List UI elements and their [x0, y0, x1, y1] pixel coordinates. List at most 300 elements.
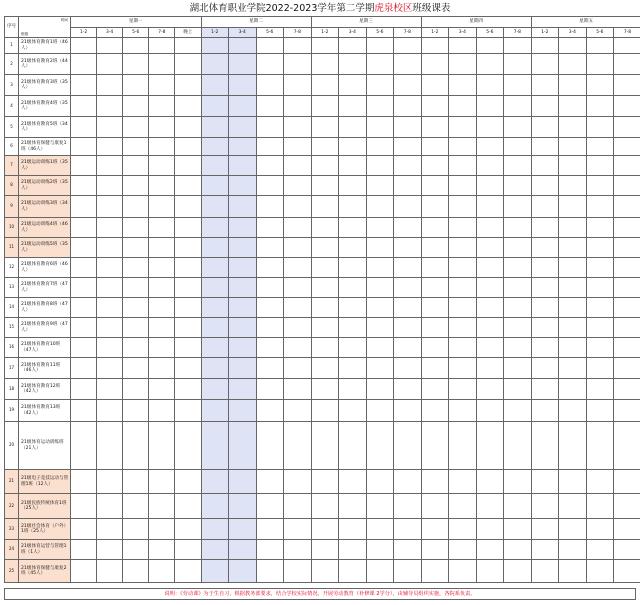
schedule-cell — [339, 138, 367, 156]
period-header-thu-3: 5-6 — [476, 28, 504, 38]
table-row — [5, 258, 640, 278]
schedule-cell — [97, 54, 123, 75]
schedule-cell — [175, 318, 201, 338]
schedule-cell — [366, 519, 394, 540]
schedule-cell — [71, 38, 97, 54]
schedule-cell — [175, 117, 201, 138]
schedule-cell — [614, 176, 640, 196]
schedule-cell — [311, 560, 339, 583]
table-row — [5, 494, 640, 519]
schedule-cell — [201, 238, 229, 258]
schedule-cell — [476, 494, 504, 519]
schedule-cell — [339, 218, 367, 238]
schedule-cell — [614, 494, 640, 519]
timetable-page — [4, 2, 636, 602]
schedule-cell — [586, 540, 614, 560]
class-name: 21级体育保健与康复1班（46人） — [19, 138, 71, 156]
schedule-cell — [504, 519, 532, 540]
schedule-cell — [586, 218, 614, 238]
schedule-cell — [123, 96, 149, 117]
schedule-cell — [504, 422, 532, 470]
schedule-cell — [97, 540, 123, 560]
class-name: 21级运动训练1班（35人） — [19, 156, 71, 176]
schedule-cell — [476, 358, 504, 379]
day-header-thu: 星期四 — [421, 17, 531, 28]
schedule-cell — [476, 54, 504, 75]
schedule-cell — [366, 358, 394, 379]
schedule-cell — [284, 519, 312, 540]
schedule-cell — [476, 400, 504, 422]
schedule-cell — [449, 75, 477, 96]
class-name: 21级体育保健与康复2班（45人） — [19, 560, 71, 583]
schedule-cell — [229, 117, 257, 138]
schedule-cell — [229, 38, 257, 54]
schedule-cell — [394, 138, 422, 156]
schedule-cell — [449, 540, 477, 560]
schedule-cell — [559, 196, 587, 218]
schedule-cell — [201, 540, 229, 560]
table-row — [5, 278, 640, 298]
schedule-cell — [149, 470, 175, 494]
table-row — [5, 196, 640, 218]
schedule-cell — [394, 519, 422, 540]
schedule-cell — [123, 540, 149, 560]
schedule-cell — [421, 176, 449, 196]
class-name: 21级体育运营与管理1班（1人） — [19, 540, 71, 560]
schedule-cell — [421, 117, 449, 138]
schedule-cell — [559, 400, 587, 422]
schedule-cell — [311, 156, 339, 176]
schedule-cell — [559, 338, 587, 358]
schedule-cell — [256, 218, 284, 238]
day-header-row — [5, 17, 640, 28]
schedule-cell — [256, 400, 284, 422]
schedule-cell — [614, 238, 640, 258]
schedule-cell — [449, 238, 477, 258]
schedule-cell — [256, 238, 284, 258]
schedule-cell — [71, 258, 97, 278]
schedule-cell — [394, 156, 422, 176]
schedule-cell — [311, 258, 339, 278]
schedule-cell — [559, 96, 587, 117]
schedule-cell — [614, 54, 640, 75]
schedule-cell — [175, 156, 201, 176]
schedule-cell — [476, 138, 504, 156]
schedule-cell — [284, 75, 312, 96]
schedule-cell — [71, 196, 97, 218]
schedule-cell — [97, 560, 123, 583]
schedule-cell — [421, 318, 449, 338]
schedule-cell — [504, 379, 532, 400]
schedule-cell — [394, 117, 422, 138]
day-header-tue: 星期二 — [201, 17, 311, 28]
schedule-cell — [366, 298, 394, 318]
schedule-cell — [476, 117, 504, 138]
table-row — [5, 379, 640, 400]
schedule-cell — [71, 278, 97, 298]
schedule-cell — [284, 156, 312, 176]
schedule-cell — [229, 318, 257, 338]
schedule-cell — [476, 75, 504, 96]
schedule-cell — [229, 400, 257, 422]
schedule-cell — [311, 117, 339, 138]
period-header-thu-2: 3-4 — [449, 28, 477, 38]
schedule-cell — [504, 54, 532, 75]
schedule-cell — [421, 379, 449, 400]
row-number: 9 — [5, 196, 19, 218]
schedule-cell — [531, 117, 559, 138]
schedule-cell — [476, 560, 504, 583]
schedule-cell — [531, 176, 559, 196]
schedule-cell — [366, 560, 394, 583]
row-number: 25 — [5, 560, 19, 583]
schedule-cell — [531, 338, 559, 358]
schedule-cell — [339, 258, 367, 278]
table-row — [5, 560, 640, 583]
schedule-cell — [97, 318, 123, 338]
schedule-cell — [559, 138, 587, 156]
schedule-cell — [504, 96, 532, 117]
schedule-cell — [366, 96, 394, 117]
schedule-cell — [175, 422, 201, 470]
schedule-cell — [366, 400, 394, 422]
table-row — [5, 238, 640, 258]
schedule-cell — [394, 75, 422, 96]
schedule-cell — [123, 338, 149, 358]
schedule-cell — [394, 218, 422, 238]
row-number: 8 — [5, 176, 19, 196]
schedule-cell — [586, 379, 614, 400]
schedule-cell — [149, 379, 175, 400]
schedule-cell — [256, 75, 284, 96]
table-row — [5, 176, 640, 196]
schedule-cell — [229, 138, 257, 156]
schedule-cell — [449, 338, 477, 358]
schedule-cell — [421, 38, 449, 54]
schedule-cell — [449, 278, 477, 298]
schedule-cell — [476, 176, 504, 196]
period-header-tue-3: 5-6 — [256, 28, 284, 38]
schedule-cell — [201, 519, 229, 540]
schedule-cell — [256, 560, 284, 583]
schedule-cell — [504, 238, 532, 258]
schedule-cell — [123, 519, 149, 540]
schedule-cell — [504, 196, 532, 218]
schedule-cell — [586, 258, 614, 278]
schedule-cell — [476, 38, 504, 54]
schedule-cell — [229, 519, 257, 540]
schedule-cell — [284, 238, 312, 258]
schedule-cell — [476, 338, 504, 358]
schedule-cell — [149, 278, 175, 298]
schedule-cell — [229, 379, 257, 400]
schedule-cell — [256, 258, 284, 278]
schedule-cell — [256, 278, 284, 298]
schedule-cell — [256, 138, 284, 156]
class-name: 21级体育教育2班（44人） — [19, 54, 71, 75]
schedule-cell — [201, 338, 229, 358]
schedule-cell — [97, 96, 123, 117]
schedule-cell — [123, 138, 149, 156]
schedule-cell — [586, 358, 614, 379]
schedule-cell — [229, 358, 257, 379]
schedule-cell — [229, 156, 257, 176]
schedule-cell — [366, 75, 394, 96]
schedule-cell — [449, 258, 477, 278]
schedule-cell — [284, 176, 312, 196]
schedule-cell — [256, 422, 284, 470]
row-number: 12 — [5, 258, 19, 278]
row-number: 18 — [5, 379, 19, 400]
row-number: 13 — [5, 278, 19, 298]
schedule-cell — [71, 519, 97, 540]
schedule-cell — [311, 278, 339, 298]
table-row — [5, 422, 640, 470]
schedule-cell — [71, 358, 97, 379]
schedule-cell — [229, 218, 257, 238]
class-name: 21级体育教育1班（46人） — [19, 38, 71, 54]
schedule-cell — [421, 218, 449, 238]
schedule-cell — [71, 379, 97, 400]
schedule-cell — [97, 379, 123, 400]
schedule-cell — [586, 400, 614, 422]
schedule-cell — [284, 470, 312, 494]
schedule-cell — [201, 218, 229, 238]
class-name: 21级体育教育13班（42人） — [19, 400, 71, 422]
period-header-fri-3: 5-6 — [586, 28, 614, 38]
class-name: 21级体育教育8班（47人） — [19, 298, 71, 318]
schedule-cell — [97, 138, 123, 156]
schedule-cell — [311, 54, 339, 75]
table-row — [5, 117, 640, 138]
schedule-cell — [421, 156, 449, 176]
schedule-cell — [559, 54, 587, 75]
schedule-cell — [476, 96, 504, 117]
schedule-cell — [394, 278, 422, 298]
schedule-cell — [366, 176, 394, 196]
schedule-cell — [201, 298, 229, 318]
schedule-cell — [201, 358, 229, 379]
schedule-cell — [476, 196, 504, 218]
schedule-cell — [284, 138, 312, 156]
row-number: 6 — [5, 138, 19, 156]
schedule-cell — [97, 298, 123, 318]
table-row — [5, 156, 640, 176]
page-title — [4, 2, 636, 16]
schedule-cell — [421, 470, 449, 494]
class-name: 21级体育教育3班（35人） — [19, 75, 71, 96]
schedule-cell — [123, 298, 149, 318]
schedule-cell — [339, 560, 367, 583]
schedule-cell — [531, 75, 559, 96]
schedule-cell — [149, 494, 175, 519]
schedule-cell — [229, 298, 257, 318]
schedule-cell — [175, 96, 201, 117]
schedule-cell — [339, 494, 367, 519]
schedule-cell — [149, 196, 175, 218]
schedule-cell — [256, 54, 284, 75]
schedule-cell — [586, 318, 614, 338]
schedule-cell — [175, 54, 201, 75]
row-number: 22 — [5, 494, 19, 519]
schedule-cell — [559, 422, 587, 470]
schedule-cell — [175, 298, 201, 318]
class-name: 21级民族传统体育1班（25人） — [19, 494, 71, 519]
schedule-cell — [339, 176, 367, 196]
schedule-cell — [449, 96, 477, 117]
schedule-cell — [449, 38, 477, 54]
schedule-cell — [559, 278, 587, 298]
schedule-cell — [531, 560, 559, 583]
schedule-cell — [256, 96, 284, 117]
schedule-cell — [311, 494, 339, 519]
schedule-cell — [339, 54, 367, 75]
schedule-cell — [449, 176, 477, 196]
period-header-mon-3: 5-6 — [123, 28, 149, 38]
schedule-cell — [71, 75, 97, 96]
schedule-cell — [311, 38, 339, 54]
schedule-cell — [256, 519, 284, 540]
schedule-cell — [366, 156, 394, 176]
schedule-cell — [449, 560, 477, 583]
schedule-cell — [175, 218, 201, 238]
schedule-cell — [123, 278, 149, 298]
schedule-cell — [149, 156, 175, 176]
schedule-cell — [394, 338, 422, 358]
schedule-cell — [256, 38, 284, 54]
schedule-cell — [311, 218, 339, 238]
schedule-cell — [504, 176, 532, 196]
schedule-cell — [311, 338, 339, 358]
schedule-cell — [421, 338, 449, 358]
schedule-cell — [311, 138, 339, 156]
schedule-cell — [123, 560, 149, 583]
schedule-cell — [284, 494, 312, 519]
schedule-cell — [449, 422, 477, 470]
schedule-cell — [149, 519, 175, 540]
schedule-cell — [366, 54, 394, 75]
schedule-table — [4, 16, 640, 583]
schedule-cell — [175, 176, 201, 196]
schedule-cell — [339, 117, 367, 138]
schedule-cell — [175, 560, 201, 583]
schedule-cell — [421, 138, 449, 156]
schedule-cell — [175, 238, 201, 258]
schedule-cell — [476, 298, 504, 318]
row-number: 7 — [5, 156, 19, 176]
schedule-cell — [229, 338, 257, 358]
schedule-cell — [284, 258, 312, 278]
schedule-cell — [504, 117, 532, 138]
schedule-cell — [531, 258, 559, 278]
schedule-cell — [394, 238, 422, 258]
schedule-cell — [123, 358, 149, 379]
table-row — [5, 218, 640, 238]
schedule-cell — [71, 218, 97, 238]
schedule-cell — [311, 176, 339, 196]
schedule-cell — [284, 196, 312, 218]
schedule-cell — [394, 298, 422, 318]
schedule-cell — [256, 156, 284, 176]
schedule-cell — [531, 196, 559, 218]
schedule-cell — [531, 494, 559, 519]
row-number: 16 — [5, 338, 19, 358]
row-number: 19 — [5, 400, 19, 422]
period-header-mon-1: 1-2 — [71, 28, 97, 38]
schedule-cell — [201, 560, 229, 583]
schedule-cell — [614, 117, 640, 138]
schedule-cell — [366, 117, 394, 138]
schedule-cell — [531, 358, 559, 379]
schedule-cell — [123, 494, 149, 519]
schedule-cell — [531, 298, 559, 318]
schedule-cell — [504, 494, 532, 519]
schedule-cell — [586, 470, 614, 494]
schedule-cell — [421, 519, 449, 540]
schedule-cell — [614, 298, 640, 318]
schedule-cell — [71, 470, 97, 494]
schedule-cell — [366, 278, 394, 298]
table-row — [5, 318, 640, 338]
row-number: 20 — [5, 422, 19, 470]
schedule-cell — [339, 519, 367, 540]
schedule-cell — [614, 400, 640, 422]
schedule-cell — [175, 38, 201, 54]
schedule-cell — [366, 38, 394, 54]
schedule-cell — [175, 338, 201, 358]
schedule-cell — [614, 519, 640, 540]
schedule-cell — [311, 540, 339, 560]
schedule-cell — [71, 318, 97, 338]
schedule-cell — [559, 238, 587, 258]
period-header-wed-4: 7-8 — [394, 28, 422, 38]
schedule-cell — [97, 422, 123, 470]
period-header-wed-2: 3-4 — [339, 28, 367, 38]
schedule-cell — [449, 138, 477, 156]
schedule-cell — [339, 75, 367, 96]
row-number: 21 — [5, 470, 19, 494]
schedule-cell — [256, 196, 284, 218]
schedule-cell — [394, 54, 422, 75]
schedule-cell — [449, 400, 477, 422]
schedule-cell — [476, 278, 504, 298]
schedule-cell — [559, 470, 587, 494]
schedule-cell — [256, 338, 284, 358]
schedule-cell — [394, 422, 422, 470]
row-number: 23 — [5, 519, 19, 540]
schedule-cell — [229, 75, 257, 96]
schedule-cell — [531, 540, 559, 560]
schedule-cell — [201, 96, 229, 117]
schedule-cell — [504, 138, 532, 156]
schedule-cell — [449, 117, 477, 138]
schedule-cell — [504, 75, 532, 96]
schedule-cell — [149, 138, 175, 156]
schedule-cell — [614, 560, 640, 583]
schedule-cell — [559, 298, 587, 318]
schedule-cell — [123, 318, 149, 338]
class-name: 21级体育教育12班（42人） — [19, 379, 71, 400]
schedule-cell — [476, 156, 504, 176]
schedule-cell — [149, 338, 175, 358]
class-name: 21级体育教育7班（47人） — [19, 278, 71, 298]
table-row — [5, 470, 640, 494]
schedule-cell — [339, 156, 367, 176]
schedule-cell — [421, 54, 449, 75]
schedule-cell — [71, 238, 97, 258]
schedule-cell — [421, 258, 449, 278]
table-row — [5, 138, 640, 156]
